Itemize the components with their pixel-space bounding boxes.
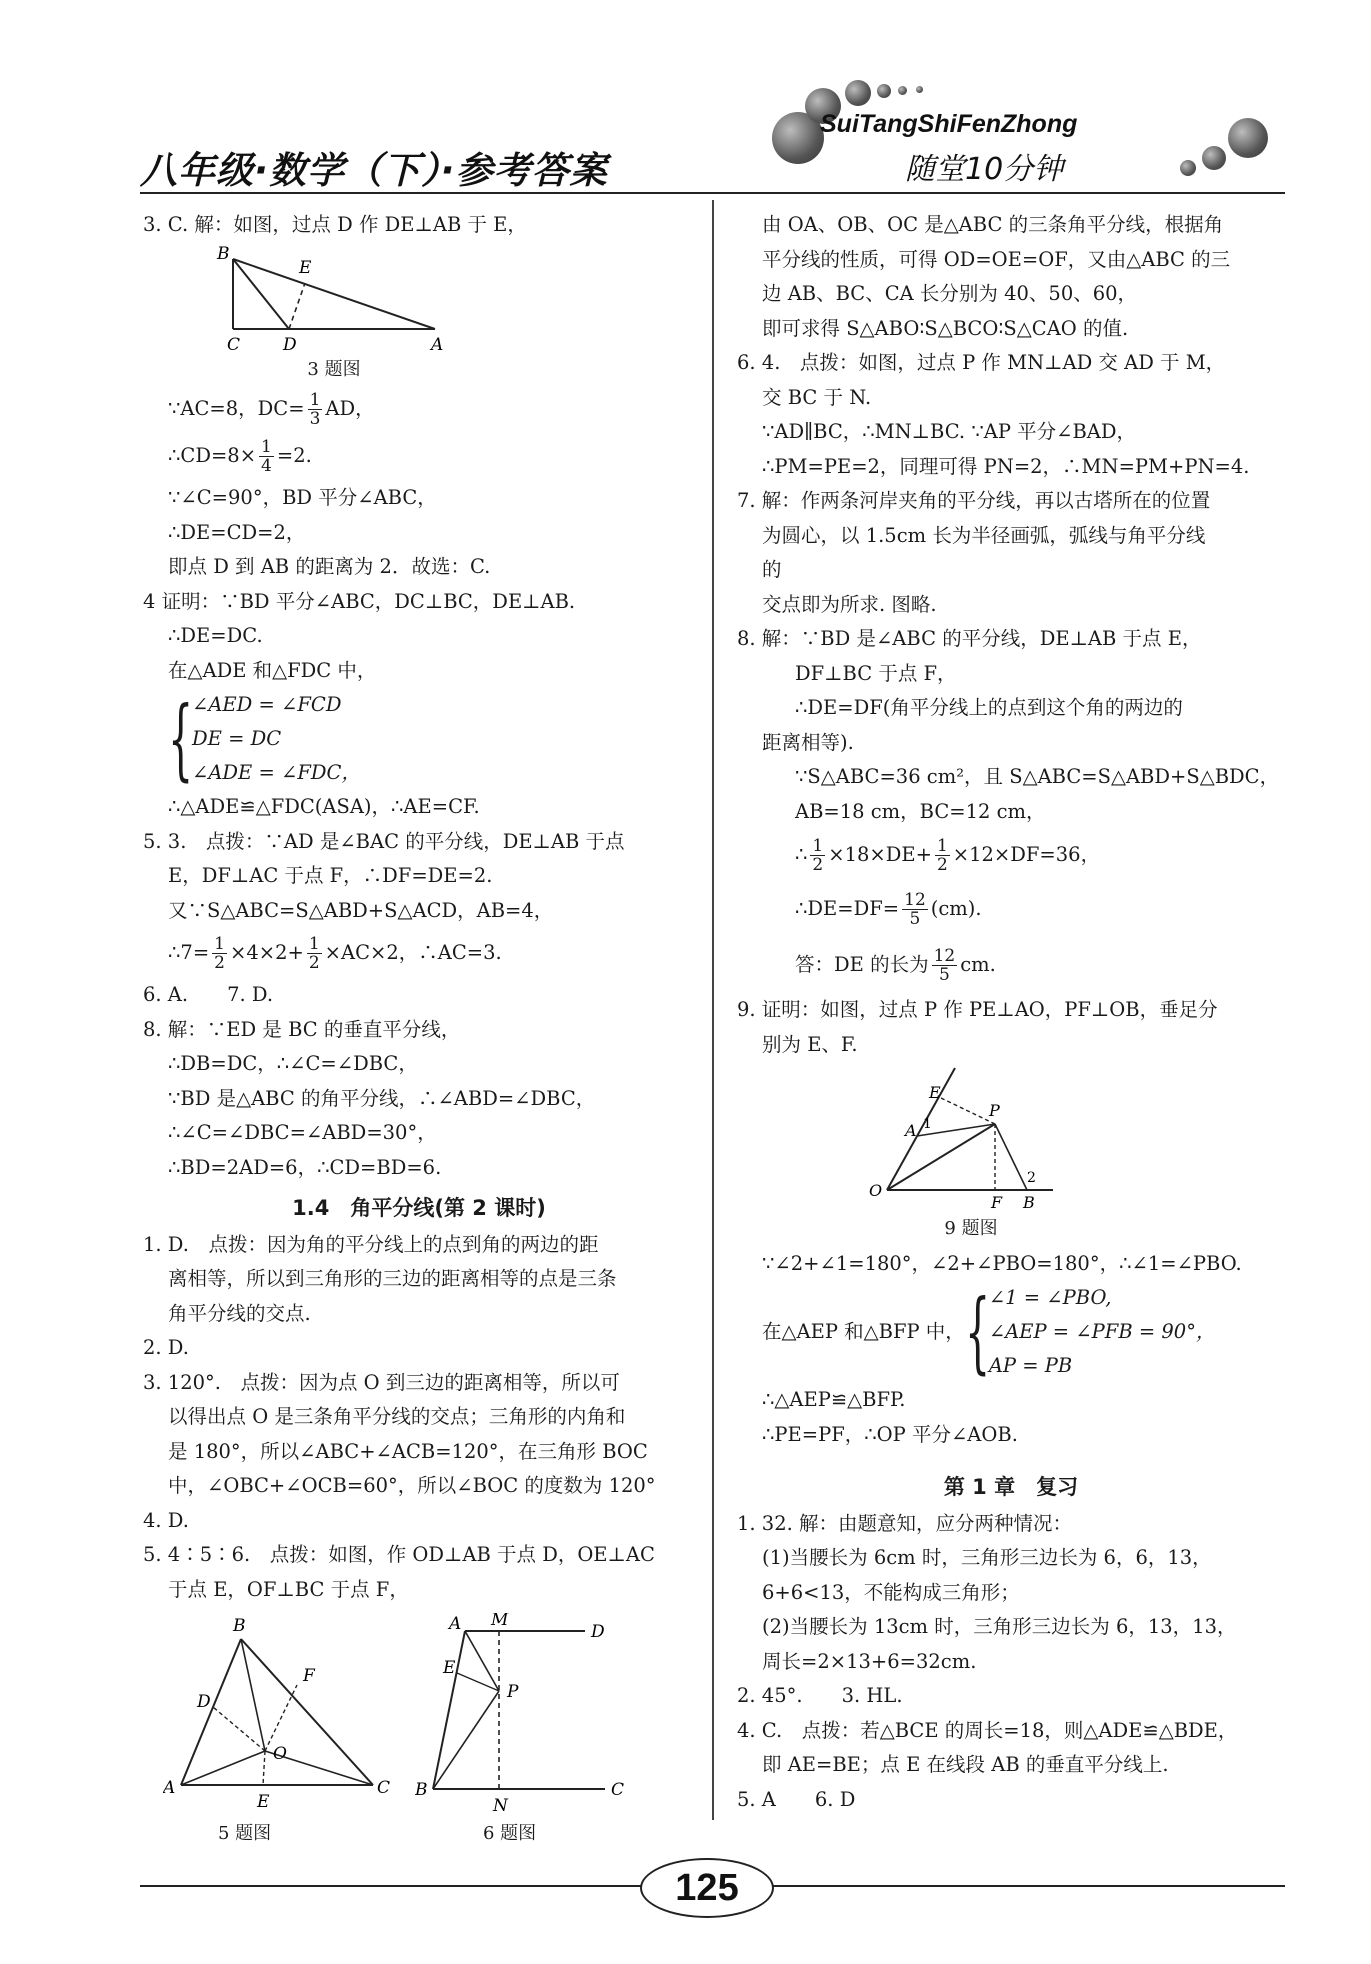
fig3-label-b: B	[217, 243, 230, 264]
figures-5-6	[143, 1613, 695, 1853]
text-part: ×4×2+	[229, 941, 304, 964]
text-part: 在△AEP 和△BFP 中，	[762, 1319, 965, 1343]
answer-line: ∴PM=PE=2，同理可得 PN=2，∴MN=PM+PN=4.	[762, 454, 1250, 478]
answer-line: ∴BD=2AD=6，∴CD=BD=6.	[168, 1155, 442, 1179]
answer-line: 离相等，所以到三角形的三边的距离相等的点是三条	[168, 1267, 617, 1290]
fig9-label-p: P	[989, 1101, 1000, 1120]
answer-line: ∴△ADE≌△FDC(ASA)，∴AE=CF.	[168, 795, 480, 818]
answer-line: 是 180°，所以∠ABC+∠ACB=120°，在三角形 BOC	[168, 1439, 648, 1463]
answer-line: 以得出点 O 是三条角平分线的交点；三角形的内角和	[168, 1405, 626, 1428]
fraction-den: 2	[214, 953, 225, 973]
answer-line: 即点 D 到 AB 的距离为 2．故选：C.	[168, 555, 491, 578]
answer-line: 在△ADE 和△FDC 中，	[168, 658, 377, 682]
fig3-label-a: A	[431, 334, 444, 353]
text-part: ∴CD=8×	[168, 444, 257, 467]
text-part: ，	[1195, 1320, 1216, 1343]
figure-6	[415, 1613, 665, 1813]
fig5-label-o: O	[273, 1744, 287, 1764]
text-part: ∴	[795, 843, 808, 866]
text-part: ∴7=	[168, 941, 210, 964]
fig5-label-a: A	[163, 1778, 176, 1798]
fraction-den: 2	[812, 855, 824, 875]
column-divider	[712, 200, 714, 1820]
answer-line	[143, 431, 695, 481]
answer-line: 中，∠OBC+∠OCB=60°，所以∠BOC 的度数为 120°	[168, 1474, 656, 1497]
decor-dot	[1228, 118, 1268, 158]
answer-line: 6+6<13，不能构成三角形；	[762, 1580, 1020, 1604]
answer-line: ∵∠2+∠1=180°，∠2+∠PBO=180°，∴∠1=∠PBO.	[762, 1251, 1242, 1275]
fig6-label-b: B	[415, 1780, 428, 1800]
decor-dot	[898, 86, 907, 95]
system-lines	[192, 688, 361, 790]
answer-line: 4. C. 点拨：若△BCE 的周长=18，则△ADE≌△BDE，	[737, 1718, 1238, 1742]
fraction-den: 2	[936, 855, 948, 875]
answer-line: ∴DE=CD=2，	[168, 520, 306, 544]
system-line	[192, 722, 361, 756]
answer-line: 9. 证明：如图，过点 P 作 PE⊥AO，PF⊥OB，垂足分	[737, 998, 1218, 1021]
answer-line: 即 AE=BE；点 E 在线段 AB 的垂直平分线上.	[762, 1753, 1169, 1776]
text-part: ∵AC=8，DC=	[168, 397, 305, 420]
answer-line: DF⊥BC 于点 F，	[795, 661, 957, 685]
fig9-label-e: E	[929, 1083, 941, 1102]
answer-line: 又∵S△ABC=S△ABD+S△ACD，AB=4，	[168, 898, 554, 922]
brand-name-en: SuiTangShiFenZhong	[820, 110, 1078, 138]
figure-5	[163, 1613, 393, 1813]
page-title: 八年级·数学（下）·参考答案	[140, 149, 608, 192]
text-part: (cm).	[930, 897, 982, 920]
answer-line: 4 证明：∵BD 平分∠ABC，DC⊥BC，DE⊥AB.	[143, 589, 576, 613]
fig9-label-b: B	[1023, 1193, 1035, 1212]
fig6-label-c: C	[611, 1780, 625, 1800]
answer-line: E，DF⊥AC 于点 F，∴DF=DE=2.	[168, 864, 493, 887]
text-part: 答：DE 的长为	[795, 953, 929, 976]
fraction	[212, 935, 227, 972]
system-line	[989, 1315, 1216, 1349]
system-line	[192, 756, 361, 790]
fraction-den: 5	[938, 965, 950, 985]
answer-line: 别为 E、F.	[762, 1032, 858, 1056]
text-part: ∠AEP = ∠PFB = 90°	[988, 1320, 1196, 1343]
text-part: ，	[341, 761, 361, 784]
decor-dot	[916, 86, 923, 93]
answer-line: 6. A. 7. D.	[143, 983, 274, 1006]
answer-line: 于点 E，OF⊥BC 于点 F，	[168, 1577, 409, 1601]
answer-line: ∵S△ABC=36 cm²，且 S△ABC=S△ABD+S△BDC，	[795, 765, 1280, 788]
answer-line: 3. 120°. 点拨：因为点 O 到三边的距离相等，所以可	[143, 1370, 620, 1394]
answer-line: 由 OA、OB、OC 是△ABC 的三条角平分线，根据角	[762, 213, 1224, 236]
fig9-label-a: A	[905, 1121, 917, 1140]
fraction-num: 12	[933, 946, 956, 966]
fraction-den: 4	[261, 456, 272, 476]
answer-line: 5. 4∶5∶6. 点拨：如图，作 OD⊥AB 于点 D，OE⊥AC	[143, 1543, 655, 1566]
section-heading: 第 1 章 复习	[943, 1475, 1079, 1499]
fraction-num: 1	[812, 836, 824, 856]
text-part: ∠ADE = ∠FDC	[192, 761, 342, 784]
fig5-label-b: B	[233, 1616, 246, 1636]
answer-line: 8. 解：∵BD 是∠ABC 的平分线，DE⊥AB 于点 E，	[737, 627, 1202, 650]
brand-name-cn: 随堂10分钟	[905, 152, 1064, 187]
answer-line: 1. D. 点拨：因为角的平分线上的点到角的两边的距	[143, 1232, 599, 1256]
fraction-den: 5	[909, 909, 921, 929]
system-lines	[989, 1281, 1216, 1383]
figure-3	[203, 243, 463, 353]
fraction	[935, 837, 950, 874]
answer-line: 交 BC 于 N.	[762, 385, 872, 409]
answer-line: 即可求得 S△ABO∶S△BCO∶S△CAO 的值.	[762, 316, 1129, 340]
answer-line: 5. A 6. D	[737, 1787, 856, 1811]
brace-symbol: {	[964, 1280, 991, 1383]
fig3-label-e: E	[299, 257, 312, 278]
system-line: ∠1 = ∠PBO,	[988, 1286, 1112, 1309]
page-number: 125	[640, 1858, 774, 1918]
figure-3-caption: 3 题图	[307, 358, 361, 380]
answer-line: (2)当腰长为 13cm 时，三角形三边长为 6，13，13，	[762, 1615, 1237, 1638]
fraction	[932, 947, 958, 984]
answer-line: 平分线的性质，可得 OD=OE=OF，又由△ABC 的三	[762, 247, 1231, 271]
fig9-label-f: F	[991, 1193, 1003, 1212]
brace-symbol: {	[168, 687, 194, 790]
decor-dot	[877, 84, 891, 98]
fraction	[307, 935, 322, 972]
fraction	[902, 891, 928, 928]
answer-line: 2. 45°. 3. HL.	[737, 1684, 903, 1707]
answer-line: ∵BD 是△ABC 的角平分线，∴∠ABD=∠DBC，	[168, 1086, 596, 1110]
fig6-label-n: N	[493, 1796, 508, 1813]
answer-line: 为圆心，以 1.5cm 长为半径画弧，弧线与角平分线	[762, 523, 1206, 547]
fig9-label-o: O	[869, 1181, 883, 1200]
fraction	[259, 438, 274, 475]
figure-9	[867, 1062, 1087, 1212]
answer-line: 4. D.	[143, 1508, 189, 1532]
system-line: AP = PB	[988, 1354, 1073, 1377]
answer-line: 交点即为所求. 图略.	[762, 592, 937, 616]
answer-line: ∵∠C=90°，BD 平分∠ABC，	[168, 486, 437, 509]
fig6-label-a: A	[449, 1614, 462, 1634]
answer-line: ∵AD∥BC，∴MN⊥BC. ∵AP 平分∠BAD，	[762, 420, 1137, 443]
answer-line: 5. 3. 点拨：∵AD 是∠BAC 的平分线，DE⊥AB 于点	[143, 829, 625, 853]
system-line: ∠AED = ∠FCD	[192, 693, 342, 716]
answer-line: ∴△AEP≌△BFP.	[762, 1388, 906, 1411]
fraction-num: 1	[936, 836, 948, 856]
answer-line: (1)当腰长为 6cm 时，三角形三边长为 6，6，13，	[762, 1546, 1212, 1569]
answer-line: 3. C. 解：如图，过点 D 作 DE⊥AB 于 E，	[143, 213, 527, 236]
answer-line: ∴PE=PF，∴OP 平分∠AOB.	[762, 1422, 1018, 1446]
fraction-num: 1	[214, 934, 225, 954]
section-heading: 1.4 角平分线(第 2 课时)	[292, 1196, 546, 1220]
equation-system	[143, 688, 695, 790]
answer-line	[143, 387, 695, 431]
figure-5-caption: 5 题图	[218, 1823, 272, 1844]
fraction-num: 1	[308, 934, 320, 954]
text-part: ∴DE=DF=	[795, 897, 900, 920]
fraction-den: 2	[308, 953, 320, 973]
fig9-label-2: 2	[1027, 1170, 1036, 1186]
fraction-num: 12	[904, 890, 926, 910]
answer-line: ∴∠C=∠DBC=∠ABD=30°，	[168, 1121, 437, 1144]
fraction-num: 1	[309, 390, 321, 410]
answer-line	[737, 937, 1285, 993]
text-part: AD，	[325, 397, 375, 420]
answer-line: 6. 4. 点拨：如图，过点 P 作 MN⊥AD 交 AD 于 M，	[737, 351, 1226, 374]
fig9-label-1: 1	[923, 1116, 932, 1132]
equation-system	[965, 1281, 1216, 1383]
figure-9-caption: 9 题图	[944, 1218, 998, 1239]
answer-line: AB=18 cm，BC=12 cm，	[795, 799, 1046, 823]
fraction-den: 3	[309, 409, 321, 429]
answer-line: 2. D.	[143, 1336, 189, 1359]
answer-line: ∴DB=DC，∴∠C=∠DBC，	[168, 1052, 418, 1075]
fig5-label-f: F	[303, 1666, 315, 1686]
answer-line: 8. 解：∵ED 是 BC 的垂直平分线，	[143, 1017, 461, 1041]
fig5-label-c: C	[377, 1778, 391, 1798]
header-rule	[140, 192, 1285, 194]
answer-line: ∴DE=DF(角平分线上的点到这个角的两边的	[795, 696, 1183, 719]
fraction	[308, 391, 323, 428]
text-part: ×AC×2，∴AC=3.	[324, 941, 502, 964]
fraction-num: 1	[261, 437, 272, 457]
answer-line: 边 AB、BC、CA 长分别为 40、50、60，	[762, 282, 1138, 305]
fig6-label-e: E	[443, 1658, 456, 1678]
fig6-label-m: M	[491, 1613, 509, 1630]
answer-line: 周长=2×13+6=32cm.	[762, 1649, 977, 1673]
text-part: ×18×DE+	[828, 843, 932, 866]
fig6-label-p: P	[507, 1682, 519, 1702]
answer-line	[143, 928, 695, 978]
text-part: ×12×DF=36，	[952, 843, 1101, 866]
fig3-label-d: D	[283, 334, 297, 353]
answer-line: 7. 解：作两条河岸夹角的平分线，再以古塔所在的位置	[737, 489, 1211, 512]
figure-6-caption: 6 题图	[483, 1823, 537, 1844]
answer-line	[737, 1281, 1285, 1383]
answer-line	[737, 881, 1285, 937]
answer-line: 1. 32. 解：由题意知，应分两种情况：	[737, 1511, 1073, 1535]
text-part: =2.	[276, 444, 312, 467]
fig5-label-e: E	[257, 1792, 270, 1812]
text-part: DE = DC	[192, 727, 282, 750]
decor-dot	[845, 80, 871, 106]
fig3-label-c: C	[227, 334, 241, 353]
text-part: cm.	[960, 953, 996, 976]
answer-line: ∴DE=DC.	[168, 624, 263, 647]
answer-line: 的	[762, 558, 782, 581]
fraction	[810, 837, 825, 874]
answer-line	[737, 829, 1285, 881]
answer-line: 角平分线的交点.	[168, 1301, 311, 1325]
decor-dot	[1202, 146, 1226, 170]
right-column	[737, 208, 1285, 1817]
fig6-label-d: D	[591, 1622, 605, 1642]
decor-dot	[1180, 160, 1196, 176]
left-column	[143, 208, 695, 1853]
fig5-label-d: D	[197, 1692, 211, 1712]
answer-line: 距离相等).	[762, 730, 854, 754]
